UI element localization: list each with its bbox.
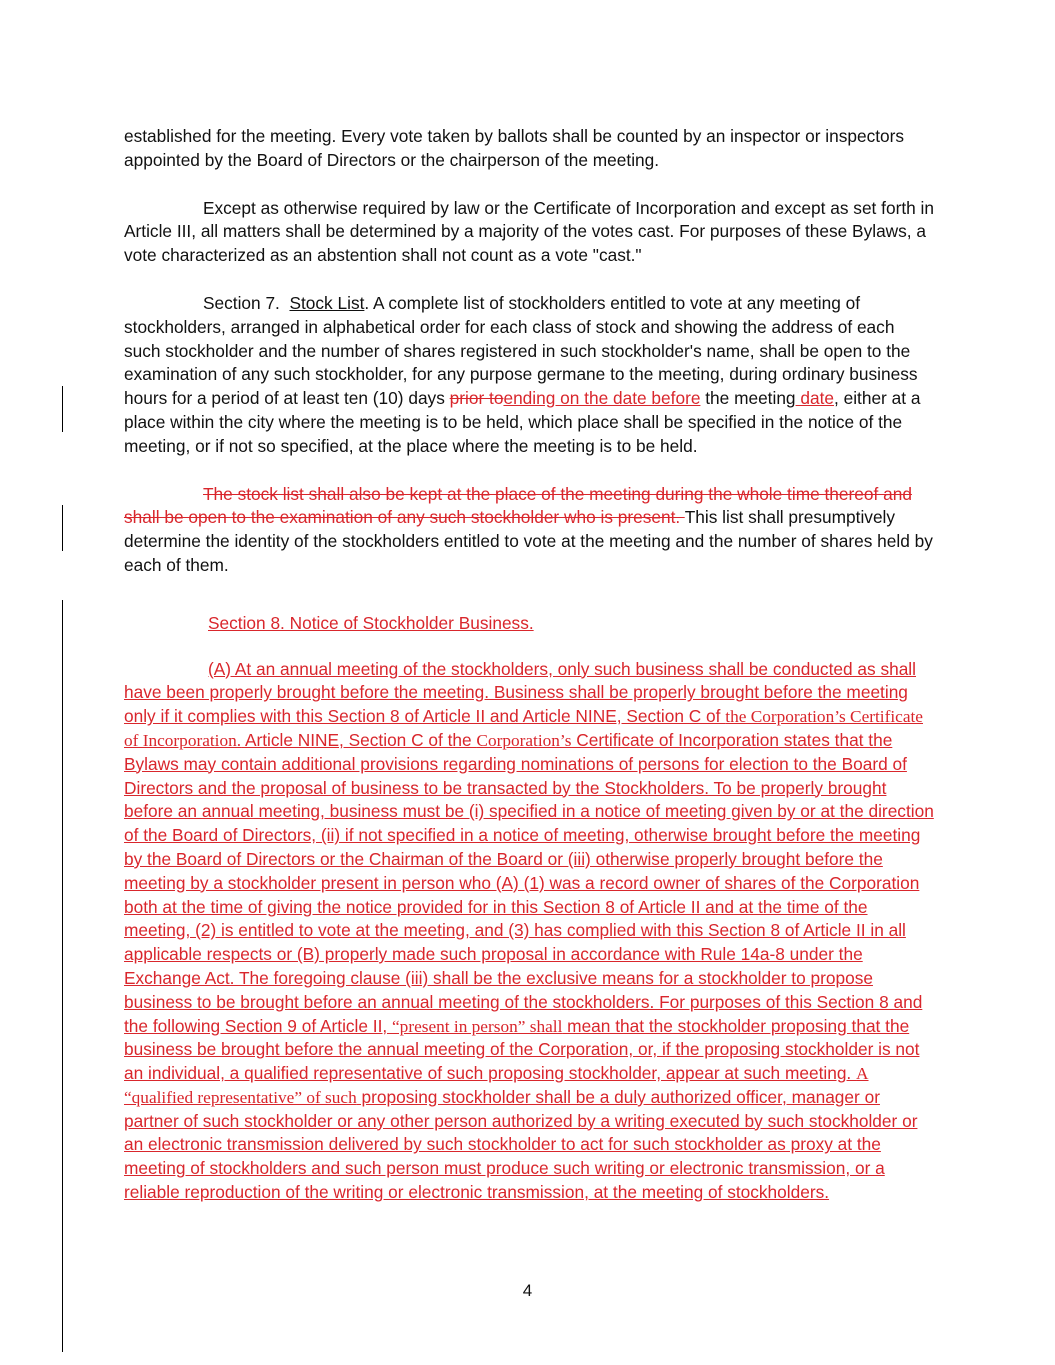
deleted-text-content: The stock list shall also be kept at the place of the meeting during the whole time thereof and shall be open to the examination of any such stockholder who is present. <box>124 483 912 528</box>
inserted-text: Certificate of Incorporation states that the Bylaws may contain additional provisions regarding nominations of persons for election to the Board of Directors and the proposal of business to be transacted by the Stockholders. To be properly brought before an annual meeting, business must be (i) specified in a notice of meeting given by or at the direction of the Board of Directors, (ii) if not specified in a notice of meeting, otherwise brought before the meeting by the Board of Directors or the Chairman of the Board or (iii) otherwise properly brought before the meeting by a stockholder present in person who (A) (1) was a record owner of shares of the Corporation both at the time of giving the notice provided for in this Section 8 of Article II and at the time of the meeting, (2) is entitled to vote at the meeting, and (3) has complied with this Section 8 of Article II in all applicable respects or (B) properly made such proposal in accordance with Rule 14a-8 under the Exchange Act. The foregoing clause (iii) shall be the exclusive means for a stockholder to propose business to be brought before an annual meeting of the stockholders. For purposes of this Section 8 and the following Section 9 of Article II, <box>124 729 934 1036</box>
inserted-text: A “qualified representative” of such <box>124 1064 869 1107</box>
inserted-text: the Corporation’s Certificate of Incorporation. <box>124 707 923 750</box>
document-body <box>124 125 934 1205</box>
inserted-text: Article NINE, Section C of the <box>241 729 477 750</box>
inserted-text: date <box>795 388 834 409</box>
change-bar <box>62 386 63 432</box>
section-8-heading <box>124 612 934 636</box>
inserted-text: Corporation’s <box>476 730 572 750</box>
section-title: Stock List <box>289 292 365 313</box>
inserted-text: mean that the stockholder proposing that the business be brought before the annual meeting of the Corporation, or, if the proposing stockholder is not an individual, a qualified representative of such proposing stockholder, appear at such meeting. <box>124 1015 920 1084</box>
paragraph-text: the meeting <box>700 388 796 409</box>
inserted-text: ending on the date before <box>503 388 701 409</box>
paragraph-text: This list shall presumptively determine the identity of the stockholders entitled to vote at the meeting and the number of shares held by each of them. <box>124 507 933 575</box>
deleted-text: prior to <box>449 388 504 409</box>
page-number: 4 <box>522 1281 533 1300</box>
inserted-text: proposing stockholder shall be a duly authorized officer, manager or partner of such stockholder or any other person authorized by a writing executed by such stockholder or an electronic transmission delivered by such stockholder to act for such stockholder as proxy at the meeting of stockholders and such person must produce such writing or electronic transmission, or a reliable reproduction of the writing or electronic transmission, at the meeting of stockholders. <box>124 1086 918 1203</box>
paragraph <box>124 483 934 578</box>
change-bar <box>62 505 63 551</box>
inserted-heading: Section 8. Notice of Stockholder Business. <box>208 612 534 633</box>
paragraph <box>124 197 934 268</box>
inserted-text: “present in person” shall <box>392 1016 563 1036</box>
paragraph-text: . A complete list of stockholders entitled to vote at any meeting of stockholders, arranged in alphabetical order for each class of stock and showing the address of each such stockholder and the number of shares registered in such stockholder's name, shall be open to the examination of any such stockholder, for any purpose germane to the meeting, during ordinary business hours for a period of at least ten (10) days <box>124 292 918 409</box>
section-8-paragraph-a <box>124 658 934 1205</box>
inserted-text: (A) At an annual meeting of the stockholders, only such business shall be conducted as shall have been properly brought before the meeting. Business shall be properly brought before the meeting only if it complies with this Section 8 of Article II and Article NINE, Section C of <box>124 658 916 727</box>
section-7-paragraph <box>124 292 934 459</box>
paragraph-text: Except as otherwise required by law or the Certificate of Incorporation and except as set forth in Article III, all matters shall be determined by a majority of the votes cast. For purposes of these Bylaws, a vote characterized as an abstention shall not count as a vote "cast." <box>124 197 934 266</box>
section-label: Section 7. <box>203 292 280 313</box>
paragraph-text: , either at a place within the city where the meeting is to be held, which place shall be specified in the notice of the meeting, or if not so specified, at the place where the meeting is to be held. <box>124 388 921 456</box>
change-bar <box>62 600 63 1352</box>
paragraph: established for the meeting. Every vote taken by ballots shall be counted by an inspector or inspectors appointed by the Board of Directors or the chairperson of the meeting. <box>124 126 905 170</box>
